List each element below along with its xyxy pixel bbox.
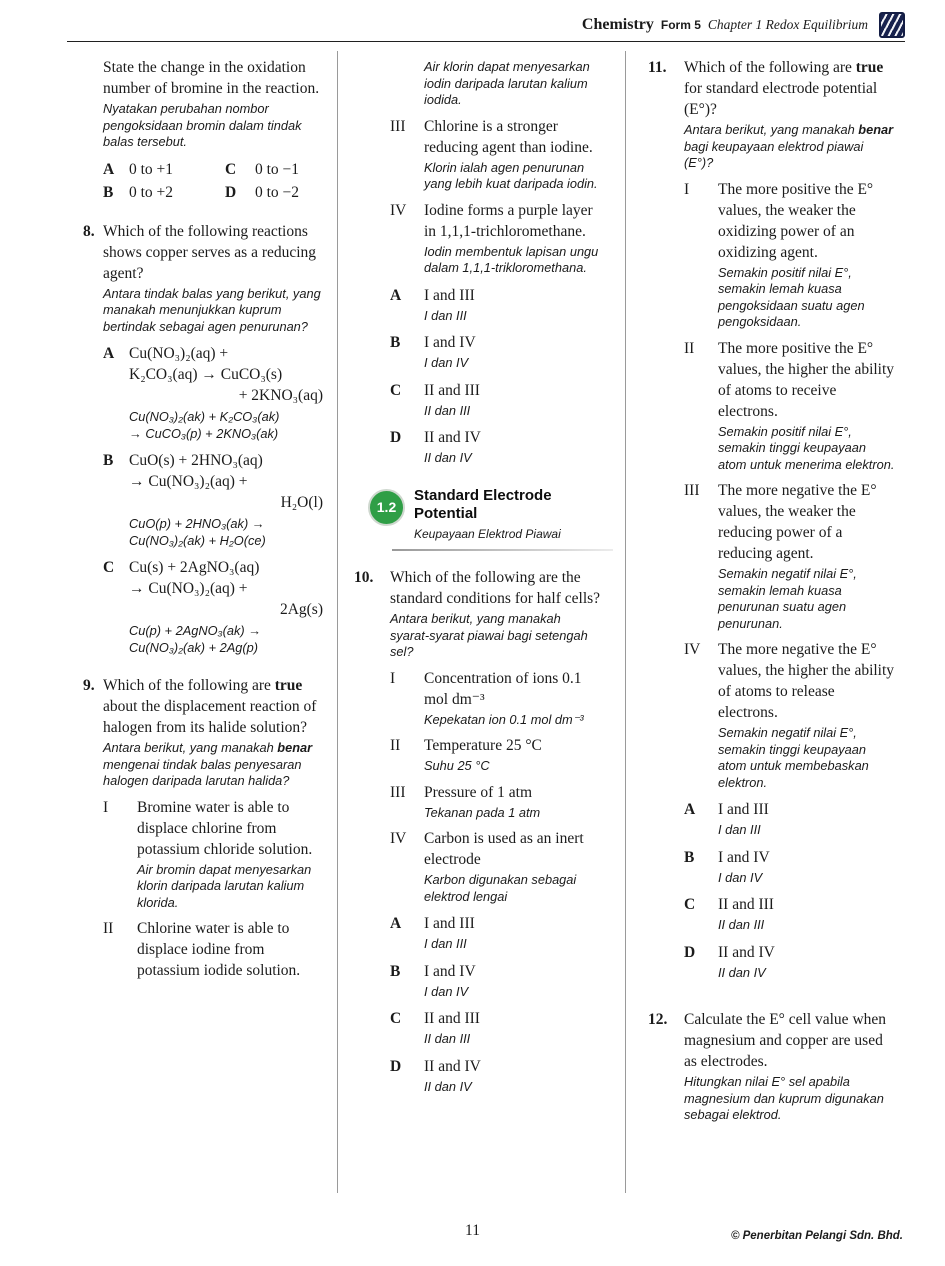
choice-b <box>684 847 895 887</box>
text-segment: Antara berikut, yang manakah <box>103 740 278 755</box>
statement-numeral: II <box>103 920 114 937</box>
choice-body <box>718 799 895 839</box>
statement-ii <box>684 338 895 474</box>
choice-body <box>424 913 603 953</box>
equation-line-en: → Cu(NO₃)₂(aq) + <box>129 580 248 597</box>
choice-en: II and III <box>424 1010 480 1027</box>
choice-en: II and IV <box>718 943 775 961</box>
statement-ms: Semakin positif nilai E°, semakin tinggi keupayaan atom untuk menerima elektron. <box>718 423 895 472</box>
statement-en: Pressure of 1 atm <box>424 783 533 801</box>
text-segment: Which of the following are <box>684 59 856 76</box>
question-9 <box>83 675 323 981</box>
choice-body <box>424 285 603 325</box>
section-title-line: Standard Electrode <box>414 486 552 504</box>
statement-iii <box>390 782 603 822</box>
option-c <box>103 557 323 656</box>
question-9-choices <box>390 285 603 467</box>
option-value: 0 to −2 <box>255 183 300 201</box>
choice-body <box>424 1008 603 1048</box>
choice-en: I and IV <box>424 334 476 351</box>
emphasized-word: true <box>274 677 303 694</box>
choice-ms: II dan III <box>424 1031 471 1046</box>
choice-ms: II dan III <box>424 402 471 418</box>
answer-options-grid <box>103 159 323 203</box>
choice-en: II and III <box>424 381 480 399</box>
choice-letter: A <box>684 801 696 818</box>
choice-d <box>390 427 603 467</box>
statement-numeral: I <box>103 798 109 816</box>
choice-ms: I dan III <box>424 307 467 323</box>
question-number: 9. <box>83 677 95 694</box>
statement-body <box>137 797 323 912</box>
statement-i <box>684 179 895 331</box>
question-text-en <box>103 675 323 738</box>
statement-body <box>424 668 603 729</box>
question-text-ms <box>103 740 323 790</box>
statement-numeral: IV <box>684 641 701 658</box>
option-letter: B <box>103 452 114 469</box>
statement-ms: Tekanan pada 1 atm <box>424 804 541 820</box>
choice-letter: A <box>390 286 402 304</box>
statement-en: The more positive the E° values, the weaker the oxidizing power of an oxidizing agent. <box>718 180 874 261</box>
choice-ms: I dan III <box>424 936 467 951</box>
choice-letter: D <box>684 943 696 961</box>
statement-en: The more negative the E° values, the higher the ability of atoms to release electrons. <box>718 641 895 721</box>
option-letter: D <box>225 183 237 201</box>
statement-en: Bromine water is able to displace chlorine from potassium chloride solution. <box>137 798 313 858</box>
equation-line-ms: Cu(NO₃)₂(ak) + K₂CO₃(ak) <box>129 409 280 424</box>
statement-ms: Semakin positif nilai E°, semakin lemah kuasa pengoksidaan suatu agen pengoksidaan. <box>718 264 865 329</box>
equation-line-en: + 2KNO₃(aq) <box>238 387 323 404</box>
choice-b <box>390 961 603 1001</box>
question-11 <box>648 57 895 981</box>
statement-i <box>390 668 603 729</box>
option-letter: A <box>103 345 115 362</box>
choice-en: II and III <box>718 896 774 913</box>
statement-ms: Klorin ialah agen penurunan yang lebih kuat daripada iodin. <box>424 159 598 191</box>
statement-en: The more negative the E° values, the weaker the reducing power of a reducing agent. <box>718 482 877 562</box>
choice-ms: I dan IV <box>718 869 763 885</box>
equation-line-ms: Cu(NO₃)₂(ak) + 2Ag(p) <box>129 639 259 655</box>
statement-iii <box>684 480 895 632</box>
text-segment: mengenai tindak balas penyesaran halogen daripada larutan halida? <box>103 756 302 788</box>
text-segment: Antara berikut, yang manakah <box>684 122 859 137</box>
choice-body <box>424 961 603 1001</box>
statement-en: Chlorine water is able to displace iodine from potassium iodide solution. <box>137 920 301 979</box>
choice-letter: D <box>390 1057 402 1075</box>
choice-en: I and III <box>718 801 769 818</box>
statement-en: The more positive the E° values, the higher the ability of atoms to receive electrons. <box>718 339 895 420</box>
statement-en: Iodine forms a purple layer in 1,1,1-trichloromethane. <box>424 201 593 240</box>
statement-numeral: II <box>684 339 695 357</box>
choice-ms: I dan IV <box>424 983 469 999</box>
choice-en: I and III <box>424 915 475 932</box>
statement-body <box>424 828 603 905</box>
statement-ii <box>103 918 323 981</box>
emphasized-word: benar <box>277 740 313 755</box>
publisher-logo-icon <box>879 12 905 38</box>
statement-numeral: I <box>390 669 396 687</box>
text-segment: Which of the following are <box>103 677 275 694</box>
statement-body <box>424 782 603 822</box>
statement-en: Concentration of ions 0.1 mol dm⁻³ <box>424 669 582 708</box>
section-titles <box>414 487 561 543</box>
question-text-en: Which of the following are the standard conditions for half cells? <box>390 569 601 607</box>
statement-body <box>424 735 603 775</box>
question-number: 12. <box>648 1011 668 1028</box>
statement-body <box>424 200 603 277</box>
column-3 <box>625 51 905 1193</box>
choice-body <box>424 380 603 420</box>
statement-numeral: III <box>390 117 406 135</box>
statement-body <box>718 338 895 474</box>
page-number: 11 <box>465 1222 480 1239</box>
equation-line-en: H₂O(l) <box>280 494 323 511</box>
choice-b <box>390 332 603 372</box>
equation-line-en: 2Ag(s) <box>279 601 323 618</box>
choice-body <box>718 894 895 934</box>
page-header <box>67 10 905 40</box>
choice-body <box>424 332 603 372</box>
section-number-badge: 1.2 <box>368 489 405 526</box>
choice-letter: B <box>390 962 401 980</box>
question-body <box>103 675 323 981</box>
section-header-1-2 <box>368 487 603 552</box>
statement-en: Carbon is used as an inert electrode <box>424 830 584 868</box>
statement-numeral: IV <box>390 201 407 219</box>
choice-a <box>390 913 603 953</box>
statement-i <box>103 797 323 912</box>
question-text-ms <box>684 122 895 172</box>
statement-iv <box>390 200 603 277</box>
choice-letter: C <box>684 896 696 913</box>
question-body <box>684 57 895 981</box>
statement-numeral: IV <box>390 830 407 847</box>
header-divider <box>67 41 905 42</box>
content-columns <box>67 51 905 1193</box>
statement-ms: Air bromin dapat menyesarkan klorin daripada larutan kalium klorida. <box>137 861 312 910</box>
question-number: 11. <box>648 59 667 76</box>
question-text-en: Which of the following reactions shows copper serves as a reducing agent? <box>103 222 317 282</box>
choice-c <box>390 1008 603 1048</box>
section-subtitle-ms: Keupayaan Elektrod Piawai <box>414 526 561 541</box>
statement-ms: Iodin membentuk lapisan ungu dalam 1,1,1-trikloromethana. <box>424 243 599 275</box>
statement-numeral: III <box>684 482 700 499</box>
statement-numeral: I <box>684 180 690 198</box>
header-subject: Chemistry <box>581 16 654 33</box>
statement-body <box>718 480 895 632</box>
equation-line-en: Cu(NO₃)₂(aq) + <box>129 345 229 362</box>
emphasized-word: benar <box>858 122 894 137</box>
statement-ms: Karbon digunakan sebagai elektrod lengai <box>424 872 577 904</box>
choice-a <box>390 285 603 325</box>
option-letter: C <box>225 160 237 178</box>
choice-ms: II dan III <box>718 917 765 932</box>
choice-ms: II dan IV <box>424 1078 472 1094</box>
option-equation <box>129 557 323 656</box>
choice-body <box>718 942 895 982</box>
statement-body <box>718 639 895 791</box>
statement-numeral: II <box>390 737 401 754</box>
header-form: Form 5 <box>660 18 701 32</box>
choice-a <box>684 799 895 839</box>
statement-body <box>718 179 895 331</box>
question-body <box>103 221 323 657</box>
question-text-ms: Antara tindak balas yang berikut, yang manakah menunjukkan kuprum bertindak sebagai agen penurunan? <box>103 285 321 334</box>
question-7-continuation <box>103 57 323 203</box>
emphasized-word: true <box>855 59 884 76</box>
equation-line-en: Cu(s) + 2AgNO₃(aq) <box>129 559 260 576</box>
choice-letter: B <box>390 334 401 351</box>
choice-letter: C <box>390 1010 402 1027</box>
option-b <box>103 450 323 549</box>
choice-ms: I dan III <box>718 822 761 837</box>
statement-ms: Suhu 25 °C <box>424 758 490 773</box>
text-segment: about the displacement reaction of halogen from its halide solution? <box>103 698 317 736</box>
column-2 <box>337 51 625 1193</box>
statement-iii <box>390 116 603 193</box>
question-number: 10. <box>354 569 374 586</box>
choice-d <box>684 942 895 982</box>
equation-line-ms: CuO(p) + 2HNO₃(ak) → <box>129 516 265 531</box>
choice-body <box>424 1056 603 1096</box>
question-body <box>390 567 603 1095</box>
equation-line-ms: Cu(NO₃)₂(ak) + H₂O(ce) <box>129 532 266 548</box>
choice-en: I and IV <box>424 962 476 980</box>
question-text-en: Calculate the E° cell value when magnesium and copper are used as electrodes. <box>684 1011 887 1070</box>
text-segment: bagi keupayaan elektrod piawai (E°)? <box>684 138 864 170</box>
header-chapter: Chapter 1 Redox Equilibrium <box>707 17 868 32</box>
choice-d <box>390 1056 603 1096</box>
copyright-notice: © Penerbitan Pelangi Sdn. Bhd. <box>730 1230 903 1242</box>
choice-letter: D <box>390 429 402 446</box>
equation-line-en: CuO(s) + 2HNO₃(aq) <box>129 452 263 469</box>
equation-line-en: K₂CO₃(aq) → CuCO₃(s) <box>129 366 283 383</box>
option-value: 0 to +2 <box>129 183 174 201</box>
question-text-ms: Hitungkan nilai E° sel apabila magnesium dan kuprum digunakan sebagai elektrod. <box>684 1074 884 1122</box>
option-letter: A <box>103 160 115 178</box>
statement-en: Temperature 25 °C <box>424 737 542 754</box>
choice-body <box>424 427 603 467</box>
option-equation <box>129 343 323 442</box>
choice-body <box>718 847 895 887</box>
question-12 <box>648 1009 895 1124</box>
equation-line-en: → Cu(NO₃)₂(aq) + <box>129 473 248 490</box>
section-title-line: Potential <box>414 504 478 522</box>
choice-ms: II dan IV <box>718 964 766 980</box>
option-value: 0 to −1 <box>255 160 300 178</box>
statement-ms: Semakin negatif nilai E°, semakin lemah kuasa penurunan suatu agen penurunan. <box>718 566 857 631</box>
statement-body <box>137 918 323 981</box>
question-text-en: State the change in the oxidation number of bromine in the reaction. <box>103 59 320 97</box>
choice-letter: B <box>684 848 695 866</box>
question-10 <box>354 567 603 1095</box>
question-8 <box>83 221 323 657</box>
question-text-ms: Antara berikut, yang manakah syarat-syarat piawai bagi setengah sel? <box>390 611 588 659</box>
equation-line-ms: Cu(p) + 2AgNO₃(ak) → <box>129 623 262 638</box>
choice-en: I and III <box>424 286 475 304</box>
text-segment: for standard electrode potential (E°)? <box>684 80 878 118</box>
option-a <box>103 343 323 442</box>
choice-ms: I dan IV <box>424 355 469 370</box>
question-text-en <box>684 57 895 120</box>
choice-en: I and IV <box>718 848 770 866</box>
equation-line-ms: → CuCO₃(p) + 2KNO₃(ak) <box>129 425 279 441</box>
question-body <box>684 1009 895 1124</box>
question-number: 8. <box>83 222 95 240</box>
section-underline <box>392 549 613 551</box>
column-1 <box>67 51 337 1193</box>
choice-c <box>684 894 895 934</box>
statement-ms: Kepekatan ion 0.1 mol dm⁻³ <box>424 711 584 727</box>
statement-iv <box>390 828 603 905</box>
choice-c <box>390 380 603 420</box>
option-value: 0 to +1 <box>129 160 174 178</box>
option-letter: C <box>103 559 115 576</box>
option-letter: B <box>103 183 114 201</box>
choice-ms: II dan IV <box>424 450 472 465</box>
choice-letter: A <box>390 915 402 932</box>
statement-ii-continuation-ms: Air klorin dapat menyesarkan iodin daripada larutan kalium iodida. <box>424 59 590 107</box>
statement-body <box>424 116 603 193</box>
choice-letter: C <box>390 381 402 399</box>
choice-en: II and IV <box>424 429 481 446</box>
choice-en: II and IV <box>424 1057 481 1075</box>
statement-ii <box>390 735 603 775</box>
statement-en: Chlorine is a stronger reducing agent than iodine. <box>424 117 593 156</box>
statement-numeral: III <box>390 783 406 801</box>
statement-iv <box>684 639 895 791</box>
question-text-ms: Nyatakan perubahan nombor pengoksidaan bromin dalam tindak balas tersebut. <box>103 101 302 149</box>
statement-ms: Semakin negatif nilai E°, semakin tinggi keupayaan atom untuk membebaskan elektron. <box>718 725 869 790</box>
option-equation <box>129 450 323 549</box>
